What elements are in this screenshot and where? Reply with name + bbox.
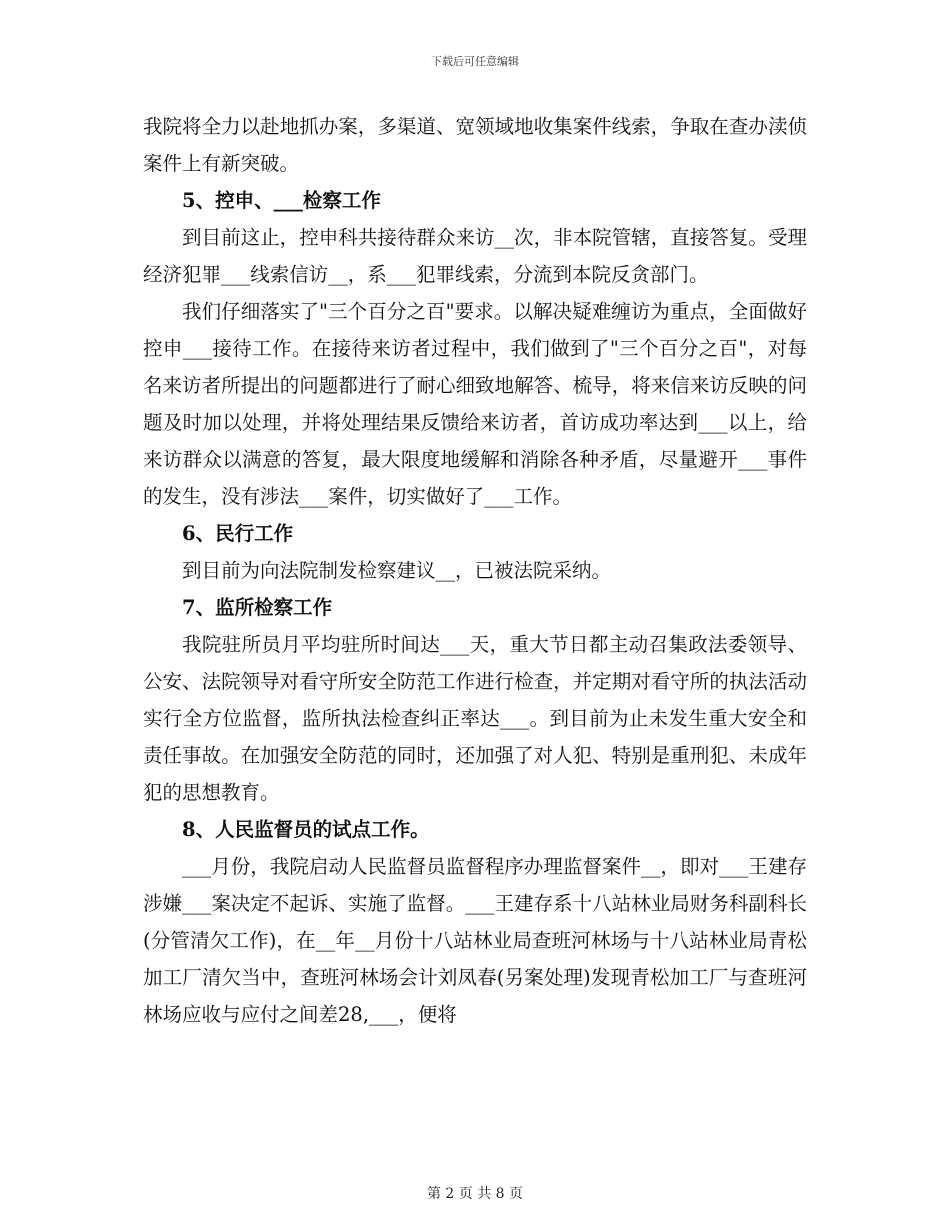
document-body (143, 108, 807, 1033)
page-header: 下载后可任意编辑 (431, 55, 519, 68)
paragraph-three-hundred-percent: 我们仔细落实了"三个百分之百"要求。以解决疑难缠访为重点，全面做好控申___接待工作。在接待来访者过程中，我们做到了"三个百分之百"，对每名来访者所提出的问题都进行了耐心细致地解答、梳导，将来信来访反映的问题及时加以处理，并将处理结果反馈给来访者，首访成功率达到___以上，给来访群众以满意的答复，最大限度地缓解和消除各种矛盾，尽量避开___事件的发生，没有涉法___案件，切实做好了___工作。 (143, 300, 807, 508)
paragraph-complaints-stats: 到目前这止，控申科共接待群众来访__次，非本院管辖，直接答复。受理经济犯罪___线索信访__，系___犯罪线索，分流到本院反贪部门。 (143, 226, 807, 286)
paragraph-people-supervisors: ___月份，我院启动人民监督员监督程序办理监督案件__，即对___王建存涉嫌___案决定不起诉、实施了监督。___王建存系十八站林业局财务科副科长(分管清欠工作)，在__年__月份十八站林业局查班河林场与十八站林业局青松加工厂清欠当中，查班河林场会计刘凤春(另案处理)发现青松加工厂与查班河林场应收与应付之间差28,___，便将 (143, 855, 807, 1026)
section-heading-7: 7、监所检察工作 (182, 596, 333, 619)
section-heading-5: 5、控申、___检察工作 (182, 189, 381, 212)
page-footer: 第 2 页 共 8 页 (426, 1186, 524, 1202)
paragraph-civil-administrative: 到目前为向法院制发检察建议__，已被法院采纳。 (182, 559, 612, 582)
paragraph-detention-supervision: 我院驻所员月平均驻所时间达___天，重大节日都主动召集政法委领导、公安、法院领导对看守所安全防范工作进行检查，并定期对看守所的执法活动实行全方位监督，监所执法检查纠正率达___。到目前为止未发生重大安全和责任事故。在加强安全防范的同时，还加强了对人犯、特别是重刑犯、未成年犯的思想教育。 (143, 633, 807, 804)
section-heading-8: 8、人民监督员的试点工作。 (182, 818, 430, 841)
paragraph-continuation: 我院将全力以赴地抓办案，多渠道、宽领域地收集案件线索，争取在查办渎侦案件上有新突破。 (143, 115, 807, 175)
section-heading-6: 6、民行工作 (182, 522, 294, 545)
